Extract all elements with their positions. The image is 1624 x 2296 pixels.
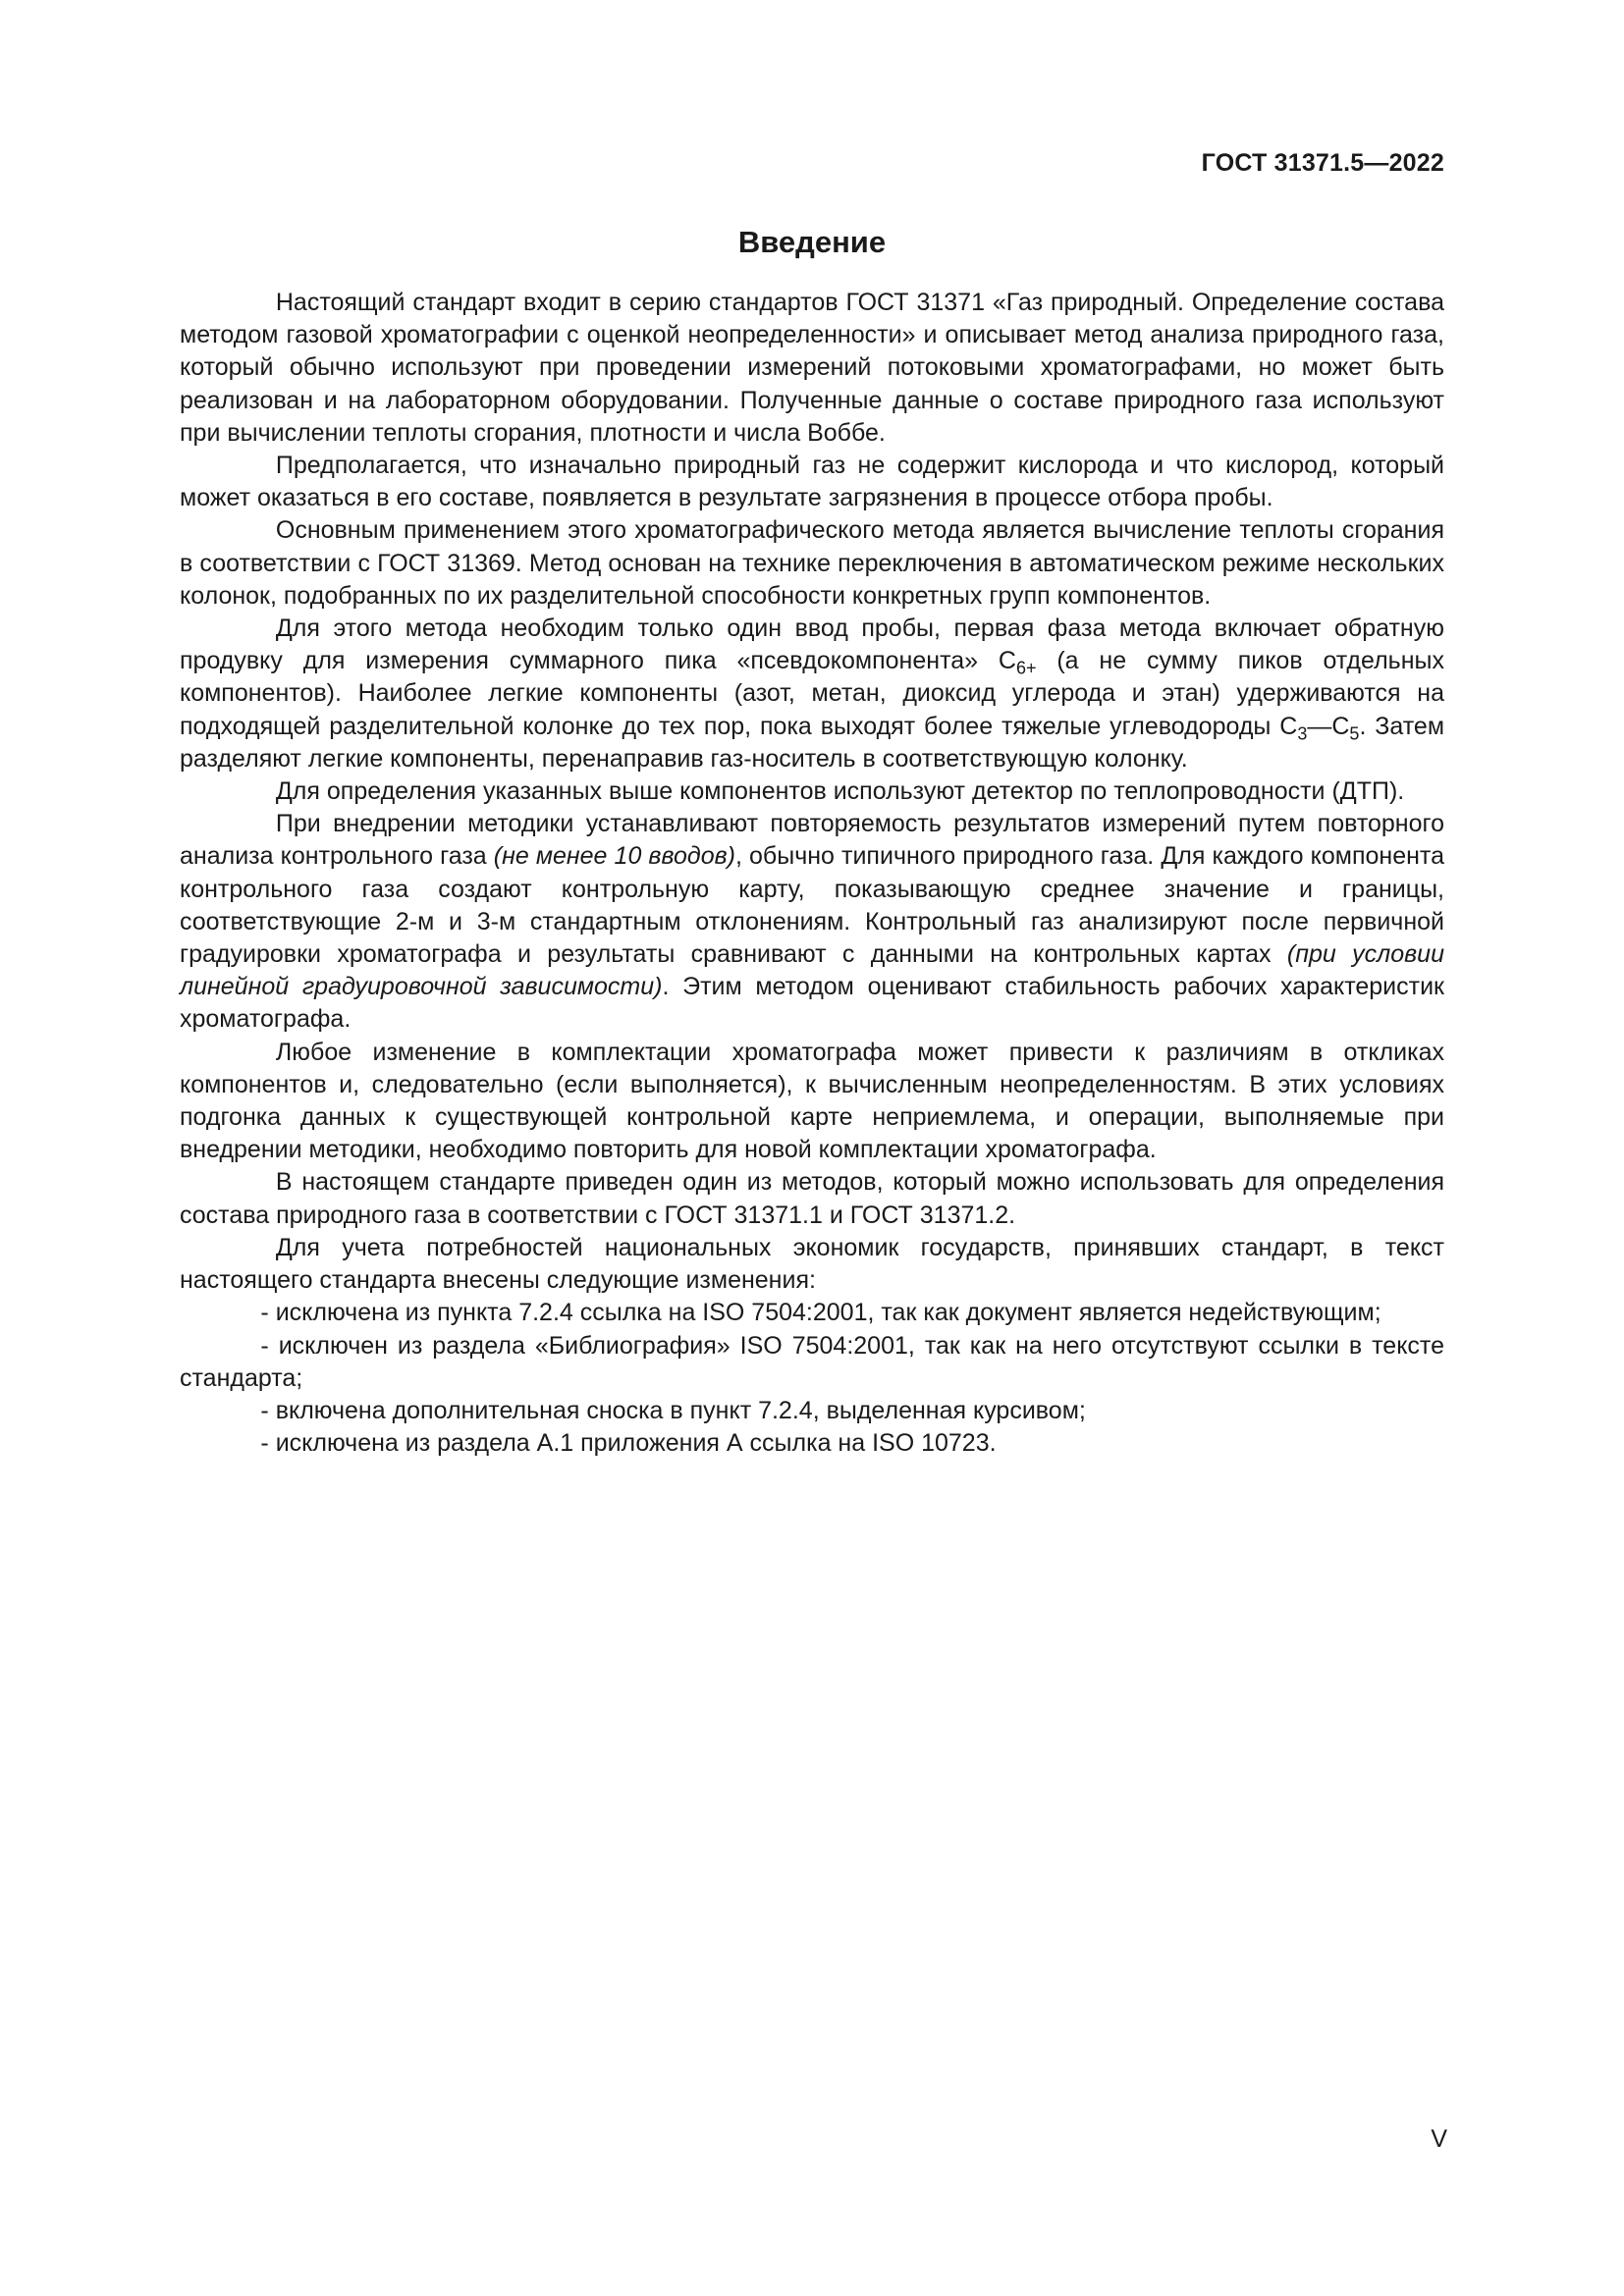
paragraph-oxygen-assumption: Предполагается, что изначально природный газ не содержит кислорода и что кислород, который может оказаться в его составе, появляется в результате загрязнения в процессе отбора пробы. — [180, 452, 1444, 512]
paragraph-main-application: Основным применением этого хроматографического метода является вычисление теплоты сгорания в соответствии с ГОСТ 31369. Метод основан на технике переключения в автоматическом режиме нескольких колонок, подобранных по их разделительной способности конкретных групп компонентов. — [180, 516, 1444, 610]
repeatability-text-2: , обычно типичного природного газа. Для каждого компонента контрольного газа создают контрольную карту, показывающую среднее значение и границы, соответствующие 2-м и 3-м стандартным отклонениям. Контрольный газ анализируют после первичной градуировки хроматографа и результаты сравнивают с данными на контрольных картах — [180, 842, 1444, 969]
backflush-text-3: —C — [1307, 712, 1350, 740]
repeatability-italic-2: (при условии линейной градуировочной зависимости) — [180, 940, 1444, 1001]
change-list-item: - исключена из раздела А.1 приложения А ссылка на ISO 10723. — [260, 1429, 997, 1458]
paragraph-method-reference: В настоящем стандарте приведен один из методов, который можно использовать для определения состава природного газа в соответствии с ГОСТ 31371.1 и ГОСТ 31371.2. — [180, 1168, 1444, 1229]
paragraph-repeatability — [180, 808, 1444, 1036]
backflush-text-4: . Затем разделяют легкие компоненты, перенаправив газ-носитель в соответствующую колонку. — [180, 712, 1445, 773]
page-title: Введение — [737, 225, 887, 259]
repeatability-italic-1: (не менее 10 вводов) — [493, 842, 735, 871]
subscript-c6plus: 6+ — [1015, 658, 1037, 678]
repeatability-text-3: . Этим методом оценивают стабильность рабочих характеристик хроматографа. — [180, 973, 1444, 1034]
paragraph-configuration-change: Любое изменение в комплектации хроматографа может привести к различиям в откликах компонентов и, следовательно (если выполняется), к вычисленным неопределенностям. В этих условиях подгонка данных к существующей контрольной карте неприемлема, и операции, выполняемые при внедрении методики, необходимо повторить для новой комплектации хроматографа. — [180, 1038, 1444, 1164]
backflush-text-2: (а не сумму пиков отдельных компонентов). Наиболее легкие компоненты (азот, метан, диоксид углерода и этан) удерживаются на подходящей разделительной колонке до тех пор, пока выходят более тяжелые углеводороды C — [180, 647, 1444, 740]
document-code: ГОСТ 31371.5—2022 — [1201, 149, 1444, 177]
subscript-c5: 5 — [1349, 723, 1360, 744]
repeatability-text-1: При внедрении методики устанавливают повторяемость результатов измерений путем повторного анализа контрольного газа — [180, 810, 1444, 871]
change-list-item: - исключена из пункта 7.2.4 ссылка на ISO 7504:2001, так как документ является недействующим; — [260, 1299, 1381, 1327]
change-list-item: - включена дополнительная сноска в пункт 7.2.4, выделенная курсивом; — [260, 1396, 1086, 1424]
paragraph-national-changes: Для учета потребностей национальных экономик государств, принявших стандарт, в текст настоящего стандарта внесены следующие изменения: — [180, 1233, 1444, 1295]
subscript-c3: 3 — [1297, 723, 1308, 744]
paragraph-backflush-method — [180, 613, 1444, 775]
backflush-text-1: Для этого метода необходим только один ввод пробы, первая фаза метода включает обратную продувку для измерения суммарного пика «псевдокомпонента» C — [180, 614, 1444, 675]
document-body — [180, 287, 1444, 1460]
paragraph-detector: Для определения указанных выше компонентов используют детектор по теплопроводности (ДТП). — [275, 777, 1405, 806]
change-list-item: - исключен из раздела «Библиография» ISO 7504:2001, так как на него отсутствуют ссылки в тексте стандарта; — [180, 1331, 1444, 1392]
page-number: V — [1431, 2125, 1447, 2153]
paragraph-series-scope: Настоящий стандарт входит в серию стандартов ГОСТ 31371 «Газ природный. Определение состава методом газовой хроматографии с оценкой неопределенности» и описывает метод анализа природного газа, который обычно используют при проведении измерений потоковыми хроматографами, но может быть реализован и на лабораторном оборудовании. Полученные данные о составе природного газа используют при вычислении теплоты сгорания, плотности и числа Воббе. — [180, 289, 1444, 447]
